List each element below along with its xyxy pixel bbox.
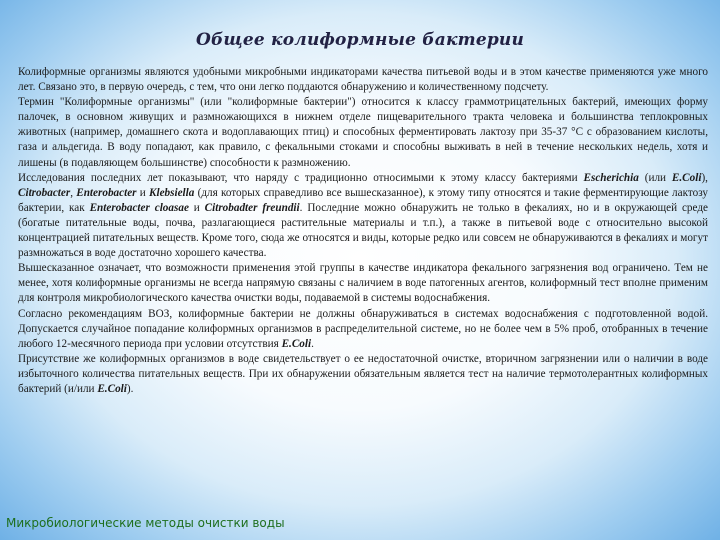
species-name: Citrobacter bbox=[18, 186, 71, 199]
species-name: E.Coli bbox=[97, 382, 127, 395]
text-segment: . Последние можно обнаружить не только в фекалиях, но и в окружающей среде (богатые питательные воды, почва, разлагающиеся растительные материалы и т.п.), а также в питьевой воде с относительно высокой концентрацией питательных веществ. Кроме того, сюда же относятся и виды, которые редко или совсем не обнаруживаются в фекалиях и могут размножаться в воде достаточно хорошего качества. bbox=[18, 201, 708, 260]
paragraph-intro: Колиформные организмы являются удобными микробными индикаторами качества питьевой воды и в этом качестве применяются уже много лет. Связано это, в первую очередь, с тем, что они легко поддаются обнаружению и количественному подсчету. bbox=[18, 66, 708, 94]
slide-footer: Микробиологические методы очистки воды bbox=[6, 516, 285, 530]
paragraph-definition: Термин "Колиформные организмы" (или "колиформные бактерии") относится к классу граммотрицательных бактерий, имеющих форму палочек, в основном живущих и размножающихся в нижнем отделе пищеварительного тракта человека и большинства теплокровных животных (например, домашнего скота и водоплавающих птиц) и способных ферментировать лактозу при 35-37 °C с образованием кислоты, газа и альдегида. В воду попадают, как правило, с фекальными стоками и способны выживать в ней в течение нескольких недель, хотя и лишены (в подавляющем большинстве) способности к размножению. bbox=[18, 96, 708, 169]
paragraph-who bbox=[18, 307, 708, 352]
text-segment: и bbox=[188, 201, 205, 214]
text-segment: (или bbox=[638, 171, 672, 184]
text-segment: Исследования последних лет показывают, что наряду с традиционно относимыми к этому классу бактериями bbox=[18, 171, 584, 184]
species-name: Enterobacter cloasae bbox=[89, 201, 189, 214]
text-segment: (для которых справедливо все вышесказанное), к этому типу относятся и такие ферментирующие лактозу бактерии, как bbox=[18, 186, 708, 214]
text-segment: . bbox=[311, 337, 314, 350]
paragraph-research bbox=[18, 171, 708, 262]
species-name: Enterobacter bbox=[76, 186, 137, 199]
text-segment: ). bbox=[126, 382, 134, 395]
species-name: Citrobadter freundii bbox=[204, 201, 300, 214]
paragraph-conclusion: Вышесказанное означает, что возможности применения этой группы в качестве индикатора фекального загрязнения вод ограничено. Тем не менее, хотя колиформные организмы не всегда напрямую связаны с наличием в воде патогенных агентов, колиформный тест вполне применим для контроля микробиологического качества очистки воды, подаваемой в системы водоснабжения. bbox=[18, 262, 708, 305]
slide-title: Общее колиформные бактерии bbox=[195, 30, 525, 50]
species-name: Klebsiella bbox=[149, 186, 195, 199]
body-text bbox=[18, 65, 708, 397]
text-segment: Присутствие же колиформных организмов в воде свидетельствует о ее недостаточной очистке, вторичном загрязнении или о наличии в воде избыточного количества питательных веществ. При их обнаружении обязательным является тест на наличие термотолерантных колиформных бактерий (и/или bbox=[18, 352, 708, 395]
species-name: E.Coli bbox=[671, 171, 702, 184]
text-segment: , bbox=[70, 186, 77, 199]
text-segment: ), bbox=[701, 171, 708, 184]
species-name: E.Coli bbox=[281, 337, 312, 350]
paragraph-presence bbox=[18, 352, 708, 397]
text-segment: Согласно рекомендациям ВОЗ, колиформные бактерии не должны обнаруживаться в системах водоснабжения с подготовленной водой. Допускается случайное попадание колиформных организмов в распределительной системе, но не более чем в 5% проб, отобранных в течение любого 12-месячного периода при условии отсутствия bbox=[18, 307, 708, 350]
species-name: Escherichia bbox=[583, 171, 639, 184]
text-segment: и bbox=[136, 186, 149, 199]
